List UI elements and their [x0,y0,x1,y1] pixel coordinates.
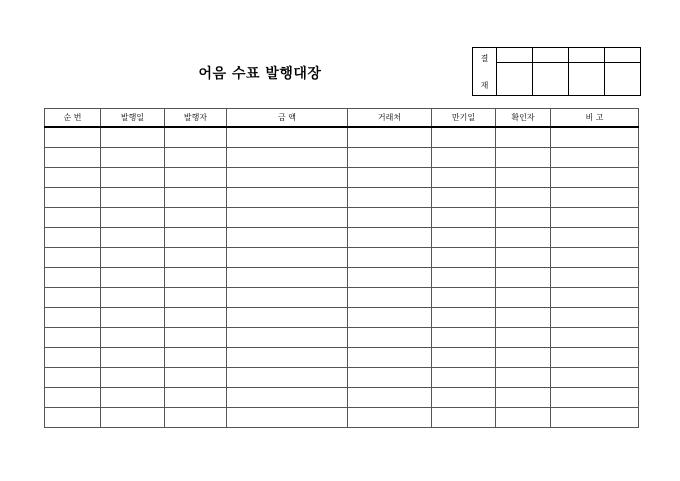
table-row [45,248,639,268]
table-cell[interactable] [165,368,227,388]
table-cell[interactable] [45,228,101,248]
approval-sign-cell[interactable] [497,63,533,96]
table-cell[interactable] [348,348,432,368]
table-cell[interactable] [432,288,496,308]
table-cell[interactable] [551,208,639,228]
table-cell[interactable] [551,228,639,248]
table-cell[interactable] [45,288,101,308]
table-cell[interactable] [45,268,101,288]
table-cell[interactable] [45,127,101,148]
table-cell[interactable] [496,208,551,228]
table-cell[interactable] [432,188,496,208]
table-cell[interactable] [496,388,551,408]
table-cell[interactable] [432,208,496,228]
table-cell[interactable] [496,268,551,288]
table-cell[interactable] [227,408,348,428]
table-cell[interactable] [101,348,165,368]
table-cell[interactable] [101,148,165,168]
table-cell[interactable] [496,127,551,148]
table-cell[interactable] [227,188,348,208]
table-cell[interactable] [432,248,496,268]
table-cell[interactable] [432,408,496,428]
table-cell[interactable] [496,368,551,388]
ledger-body [45,127,639,428]
approval-label-bottom: 재 [480,80,489,90]
column-header-issuer: 발행자 [165,109,227,128]
table-row [45,288,639,308]
table-row [45,348,639,368]
table-cell[interactable] [496,308,551,328]
table-cell[interactable] [101,288,165,308]
table-cell[interactable] [165,268,227,288]
column-header-confirmer: 확인자 [496,109,551,128]
approval-box [472,47,641,96]
table-cell[interactable] [348,127,432,148]
table-cell[interactable] [551,168,639,188]
table-cell[interactable] [551,328,639,348]
table-cell[interactable] [165,188,227,208]
table-row [45,308,639,328]
table-cell[interactable] [45,408,101,428]
table-cell[interactable] [165,248,227,268]
table-cell[interactable] [101,308,165,328]
table-cell[interactable] [45,208,101,228]
table-cell[interactable] [432,148,496,168]
table-cell[interactable] [348,188,432,208]
table-cell[interactable] [165,328,227,348]
approval-title-cell[interactable] [605,48,641,63]
table-row [45,188,639,208]
table-cell[interactable] [551,148,639,168]
table-cell[interactable] [551,388,639,408]
table-cell[interactable] [101,168,165,188]
table-cell[interactable] [227,308,348,328]
table-cell[interactable] [348,208,432,228]
table-row [45,388,639,408]
table-cell[interactable] [227,208,348,228]
approval-title-cell[interactable] [497,48,533,63]
table-cell[interactable] [432,127,496,148]
table-cell[interactable] [432,308,496,328]
table-cell[interactable] [432,328,496,348]
table-cell[interactable] [432,388,496,408]
table-row [45,268,639,288]
table-cell[interactable] [496,188,551,208]
table-cell[interactable] [227,368,348,388]
approval-label-top: 결 [480,53,489,63]
table-cell[interactable] [348,268,432,288]
table-cell[interactable] [348,168,432,188]
table-cell[interactable] [165,408,227,428]
table-row [45,148,639,168]
table-cell[interactable] [165,288,227,308]
column-header-remarks: 비 고 [551,109,639,128]
table-cell[interactable] [45,188,101,208]
table-cell[interactable] [165,348,227,368]
table-cell[interactable] [165,168,227,188]
table-cell[interactable] [496,408,551,428]
table-cell[interactable] [101,388,165,408]
table-cell[interactable] [227,388,348,408]
table-row [45,368,639,388]
approval-sign-cell[interactable] [533,63,569,96]
table-cell[interactable] [101,328,165,348]
table-cell[interactable] [101,368,165,388]
table-cell[interactable] [432,228,496,248]
table-cell[interactable] [496,148,551,168]
table-cell[interactable] [551,188,639,208]
table-cell[interactable] [165,127,227,148]
table-cell[interactable] [227,168,348,188]
table-row [45,208,639,228]
column-header-seq: 순 번 [45,109,101,128]
table-cell[interactable] [551,248,639,268]
table-cell[interactable] [45,248,101,268]
table-cell[interactable] [348,408,432,428]
table-cell[interactable] [496,348,551,368]
table-cell[interactable] [551,308,639,328]
table-cell[interactable] [551,408,639,428]
column-header-client: 거래처 [348,109,432,128]
table-row [45,328,639,348]
table-cell[interactable] [496,228,551,248]
table-cell[interactable] [227,248,348,268]
table-cell[interactable] [348,308,432,328]
table-cell[interactable] [348,388,432,408]
table-cell[interactable] [101,188,165,208]
approval-sign-cell[interactable] [605,63,641,96]
table-cell[interactable] [101,208,165,228]
table-cell[interactable] [45,388,101,408]
table-cell[interactable] [101,248,165,268]
table-cell[interactable] [496,168,551,188]
table-cell[interactable] [551,348,639,368]
table-row [45,228,639,248]
table-cell[interactable] [551,127,639,148]
approval-label [473,48,497,96]
table-cell[interactable] [45,168,101,188]
table-cell[interactable] [45,368,101,388]
table-cell[interactable] [227,268,348,288]
table-cell[interactable] [432,268,496,288]
table-cell[interactable] [496,248,551,268]
table-row [45,127,639,148]
table-cell[interactable] [348,368,432,388]
table-cell[interactable] [101,127,165,148]
table-cell[interactable] [165,308,227,328]
column-header-due-date: 만기일 [432,109,496,128]
table-cell[interactable] [45,308,101,328]
table-cell[interactable] [101,228,165,248]
table-cell[interactable] [227,348,348,368]
table-cell[interactable] [348,228,432,248]
table-cell[interactable] [165,208,227,228]
table-cell[interactable] [101,268,165,288]
table-cell[interactable] [227,127,348,148]
approval-title-cell[interactable] [569,48,605,63]
table-cell[interactable] [432,348,496,368]
table-cell[interactable] [348,148,432,168]
table-cell[interactable] [45,328,101,348]
table-cell[interactable] [496,288,551,308]
table-cell[interactable] [496,328,551,348]
table-cell[interactable] [551,268,639,288]
table-row [45,168,639,188]
table-cell[interactable] [227,288,348,308]
table-cell[interactable] [227,148,348,168]
table-cell[interactable] [227,228,348,248]
table-cell[interactable] [551,288,639,308]
table-row [45,408,639,428]
ledger-table [44,108,639,428]
table-cell[interactable] [101,408,165,428]
table-cell[interactable] [45,148,101,168]
table-cell[interactable] [432,168,496,188]
column-header-amount: 금 액 [227,109,348,128]
table-cell[interactable] [348,248,432,268]
table-cell[interactable] [227,328,348,348]
table-cell[interactable] [165,148,227,168]
ledger-header-row [45,109,639,128]
table-cell[interactable] [432,368,496,388]
table-cell[interactable] [348,328,432,348]
approval-sign-cell[interactable] [569,63,605,96]
approval-title-cell[interactable] [533,48,569,63]
column-header-issue-date: 발행일 [101,109,165,128]
table-cell[interactable] [348,288,432,308]
page-title: 어음 수표 발행대장 [198,66,322,82]
table-cell[interactable] [45,348,101,368]
table-cell[interactable] [165,228,227,248]
table-cell[interactable] [165,388,227,408]
table-cell[interactable] [551,368,639,388]
